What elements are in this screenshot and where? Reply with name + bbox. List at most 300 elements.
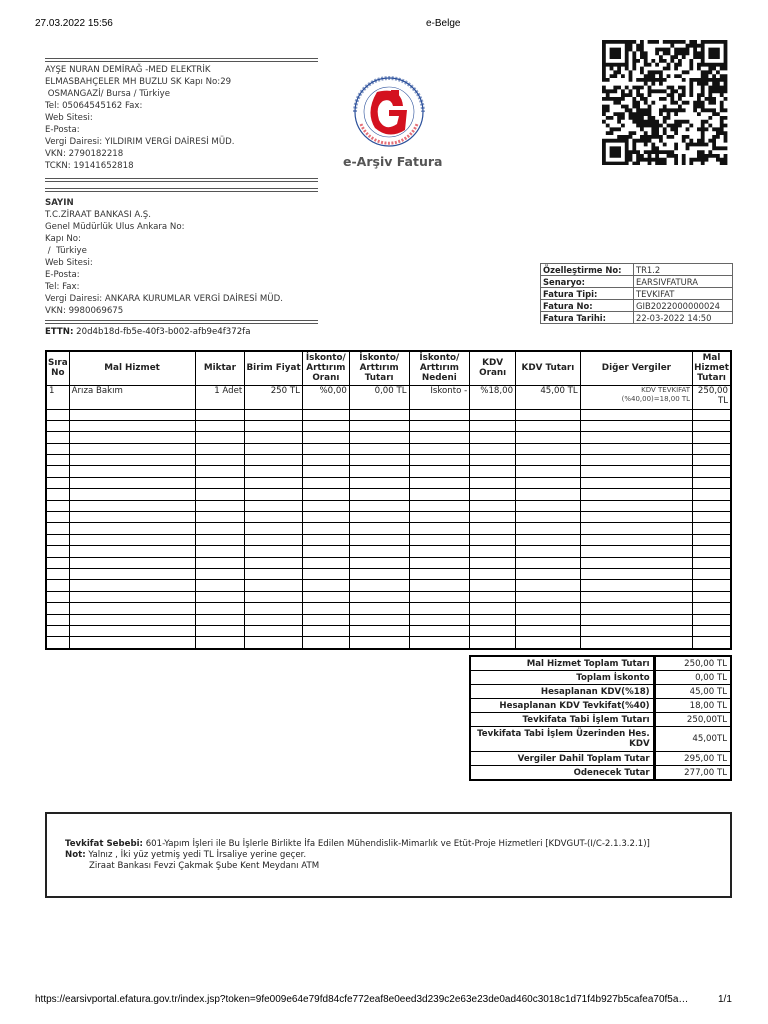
empty-table-row (46, 477, 731, 488)
empty-cell (69, 477, 195, 488)
empty-cell (245, 455, 303, 466)
empty-cell (516, 477, 581, 488)
empty-cell (580, 420, 692, 431)
empty-cell (302, 580, 349, 591)
empty-table-row (46, 580, 731, 591)
cell-iskonto-orani: %0,00 (302, 385, 349, 409)
toplam-line1: 250,00 (697, 385, 728, 396)
empty-cell (46, 625, 69, 636)
empty-cell (302, 625, 349, 636)
empty-cell (693, 591, 731, 602)
empty-cell (349, 580, 409, 591)
totals-row (470, 752, 731, 766)
empty-cell (245, 614, 303, 625)
empty-cell (516, 625, 581, 636)
empty-cell (302, 637, 349, 649)
empty-cell (470, 557, 516, 568)
buyer-bottom-rule (45, 320, 318, 324)
empty-cell (46, 443, 69, 454)
col-miktar: Miktar (195, 351, 245, 385)
empty-cell (349, 500, 409, 511)
empty-cell (195, 409, 245, 420)
empty-cell (693, 614, 731, 625)
empty-cell (195, 512, 245, 523)
empty-table-row (46, 614, 731, 625)
empty-cell (409, 591, 470, 602)
empty-table-row (46, 568, 731, 579)
notes-box (45, 812, 732, 898)
tevkifat-label: Tevkifat Sebebi: (65, 839, 143, 849)
empty-cell (693, 603, 731, 614)
info-label: Senaryo: (541, 276, 634, 288)
empty-cell (69, 580, 195, 591)
empty-cell (409, 625, 470, 636)
empty-cell (693, 557, 731, 568)
empty-cell (195, 568, 245, 579)
empty-cell (580, 523, 692, 534)
totals-value: 0,00 TL (654, 671, 731, 685)
empty-table-row (46, 534, 731, 545)
col-mal-hizmet: Mal Hizmet (69, 351, 195, 385)
buyer-name: T.C.ZİRAAT BANKASI A.Ş. (45, 210, 151, 220)
empty-cell (516, 614, 581, 625)
empty-cell (693, 534, 731, 545)
empty-cell (69, 637, 195, 649)
empty-cell (245, 489, 303, 500)
buyer-vkn: VKN: 9980069675 (45, 306, 124, 316)
empty-cell (580, 614, 692, 625)
empty-cell (580, 512, 692, 523)
empty-cell (302, 489, 349, 500)
buyer-tax-office: Vergi Dairesi: ANKARA KURUMLAR VERGİ DAİRESİ MÜD. (45, 294, 283, 304)
empty-cell (409, 557, 470, 568)
empty-cell (245, 580, 303, 591)
empty-cell (470, 443, 516, 454)
col-kdv-tutari: KDV Tutarı (516, 351, 581, 385)
empty-cell (516, 420, 581, 431)
empty-cell (245, 557, 303, 568)
empty-cell (409, 580, 470, 591)
empty-cell (349, 625, 409, 636)
empty-table-row (46, 637, 731, 649)
empty-cell (516, 591, 581, 602)
empty-table-row (46, 557, 731, 568)
empty-cell (46, 512, 69, 523)
totals-table (469, 655, 732, 781)
empty-cell (195, 489, 245, 500)
empty-cell (302, 500, 349, 511)
totals-row (470, 727, 731, 752)
empty-cell (693, 637, 731, 649)
empty-cell (470, 637, 516, 649)
cell-iskonto-tutari: 0,00 TL (349, 385, 409, 409)
empty-cell (195, 625, 245, 636)
cell-kdv-tutari: 45,00 TL (516, 385, 581, 409)
cell-iskonto-nedeni: İskonto - (409, 385, 470, 409)
empty-cell (580, 432, 692, 443)
diger-line1: KDV TEVKİFAT (641, 385, 691, 394)
empty-cell (69, 409, 195, 420)
totals-label: Odenecek Tutar (470, 766, 654, 781)
totals-value: 295,00 TL (654, 752, 731, 766)
empty-cell (302, 409, 349, 420)
buyer-address: Genel Müdürlük Ulus Ankara No: (45, 222, 185, 232)
info-row (541, 276, 733, 288)
empty-cell (470, 477, 516, 488)
empty-cell (693, 546, 731, 557)
empty-cell (69, 512, 195, 523)
empty-cell (46, 500, 69, 511)
empty-cell (245, 568, 303, 579)
empty-cell (302, 603, 349, 614)
col-kdv-orani: KDV Oranı (470, 351, 516, 385)
toplam-line2: TL (717, 395, 728, 406)
empty-cell (69, 443, 195, 454)
empty-cell (46, 455, 69, 466)
ettn-label: ETTN: (45, 327, 74, 337)
empty-cell (195, 523, 245, 534)
cell-sira: 1 (46, 385, 69, 409)
ettn-value: 20d4b18d-fb5e-40f3-b002-afb9e4f372fa (76, 327, 251, 337)
empty-cell (195, 534, 245, 545)
empty-table-row (46, 466, 731, 477)
empty-table-row (46, 432, 731, 443)
empty-cell (69, 466, 195, 477)
info-value: TEVKIFAT (634, 288, 733, 300)
empty-cell (516, 409, 581, 420)
empty-cell (245, 409, 303, 420)
empty-cell (693, 432, 731, 443)
empty-table-row (46, 489, 731, 500)
empty-cell (580, 409, 692, 420)
empty-table-row (46, 443, 731, 454)
empty-cell (349, 443, 409, 454)
empty-cell (349, 466, 409, 477)
empty-cell (302, 568, 349, 579)
buyer-web: Web Sitesi: (45, 258, 93, 268)
empty-cell (580, 603, 692, 614)
empty-cell (470, 614, 516, 625)
empty-cell (470, 534, 516, 545)
empty-cell (46, 523, 69, 534)
note-text: Yalnız , İki yüz yetmiş yedi TL İrsaliye yerine geçer. (85, 850, 307, 860)
empty-table-row (46, 500, 731, 511)
empty-cell (409, 500, 470, 511)
empty-cell (302, 614, 349, 625)
totals-row (470, 671, 731, 685)
empty-cell (580, 591, 692, 602)
empty-cell (46, 603, 69, 614)
empty-cell (516, 455, 581, 466)
empty-cell (349, 489, 409, 500)
empty-cell (302, 512, 349, 523)
col-iskonto-orani: İskonto/ Arttırım Oranı (302, 351, 349, 385)
empty-cell (409, 443, 470, 454)
diger-line2: (%40,00)=18,00 TL (621, 394, 691, 403)
empty-table-row (46, 625, 731, 636)
empty-cell (470, 500, 516, 511)
empty-table-row (46, 420, 731, 431)
empty-cell (580, 455, 692, 466)
empty-cell (693, 455, 731, 466)
totals-label: Hesaplanan KDV Tevkifat(%40) (470, 699, 654, 713)
buyer-email: E-Posta: (45, 270, 80, 280)
info-row (541, 288, 733, 300)
cell-kdv-orani: %18,00 (470, 385, 516, 409)
empty-table-row (46, 455, 731, 466)
totals-row (470, 656, 731, 671)
seller-top-rule (45, 58, 318, 62)
document-title: e-Arşiv Fatura (343, 154, 443, 169)
totals-row (470, 766, 731, 781)
empty-cell (245, 591, 303, 602)
empty-cell (302, 534, 349, 545)
note-line2: Ziraat Bankası Fevzi Çakmak Şube Kent Meydanı ATM (89, 861, 320, 871)
seller-address: ELMASBAHÇELER MH BUZLU SK Kapı No:29 (45, 77, 232, 87)
empty-cell (245, 477, 303, 488)
ettn-line (45, 327, 250, 337)
empty-cell (580, 489, 692, 500)
info-label: Fatura Tarihi: (541, 312, 634, 324)
empty-cell (69, 500, 195, 511)
empty-cell (302, 557, 349, 568)
empty-cell (245, 523, 303, 534)
empty-cell (69, 523, 195, 534)
empty-cell (580, 500, 692, 511)
empty-cell (470, 466, 516, 477)
totals-label: Hesaplanan KDV(%18) (470, 685, 654, 699)
empty-cell (516, 489, 581, 500)
empty-cell (245, 466, 303, 477)
empty-cell (470, 625, 516, 636)
empty-cell (516, 512, 581, 523)
empty-cell (46, 466, 69, 477)
empty-cell (302, 591, 349, 602)
empty-cell (580, 443, 692, 454)
empty-cell (409, 466, 470, 477)
empty-cell (302, 420, 349, 431)
empty-cell (409, 546, 470, 557)
empty-cell (195, 580, 245, 591)
empty-cell (409, 420, 470, 431)
empty-cell (349, 614, 409, 625)
empty-cell (349, 557, 409, 568)
print-page-title: e-Belge (426, 18, 461, 29)
empty-cell (516, 443, 581, 454)
empty-cell (409, 409, 470, 420)
seller-bottom-rule (45, 178, 318, 182)
empty-cell (693, 500, 731, 511)
totals-value: 250,00TL (654, 713, 731, 727)
print-url[interactable]: https://earsivportal.efatura.gov.tr/index.jsp?token=9fe009e64e79fd84cfe772eaf8e0eed3d239c2e63e23de0ad460c3018c1d71f4b927b5cafea70f5a… (35, 994, 689, 1005)
totals-row (470, 685, 731, 699)
empty-cell (302, 546, 349, 557)
empty-cell (516, 534, 581, 545)
empty-cell (516, 603, 581, 614)
empty-cell (302, 432, 349, 443)
empty-cell (302, 477, 349, 488)
empty-cell (302, 443, 349, 454)
empty-cell (69, 534, 195, 545)
empty-cell (693, 420, 731, 431)
empty-cell (470, 523, 516, 534)
empty-cell (580, 466, 692, 477)
buyer-top-rule (45, 188, 318, 192)
empty-cell (46, 534, 69, 545)
invoice-info-table (540, 263, 733, 324)
empty-cell (349, 477, 409, 488)
empty-cell (195, 420, 245, 431)
empty-table-row (46, 409, 731, 420)
info-value: 22-03-2022 14:50 (634, 312, 733, 324)
empty-cell (195, 557, 245, 568)
buyer-country: / Türkiye (45, 246, 87, 256)
empty-cell (245, 546, 303, 557)
empty-cell (349, 523, 409, 534)
empty-cell (349, 603, 409, 614)
empty-cell (580, 534, 692, 545)
totals-value: 18,00 TL (654, 699, 731, 713)
empty-cell (693, 489, 731, 500)
empty-cell (409, 568, 470, 579)
empty-cell (46, 432, 69, 443)
totals-value: 277,00 TL (654, 766, 731, 781)
totals-label: Tevkifata Tabi İşlem Tutarı (470, 713, 654, 727)
empty-cell (409, 432, 470, 443)
empty-cell (46, 557, 69, 568)
empty-cell (409, 477, 470, 488)
empty-cell (470, 580, 516, 591)
empty-cell (245, 443, 303, 454)
empty-cell (69, 432, 195, 443)
empty-cell (46, 580, 69, 591)
empty-cell (302, 523, 349, 534)
empty-table-row (46, 512, 731, 523)
empty-cell (245, 500, 303, 511)
empty-cell (516, 500, 581, 511)
totals-label: Mal Hizmet Toplam Tutarı (470, 656, 654, 671)
empty-cell (195, 477, 245, 488)
empty-cell (516, 637, 581, 649)
seller-tax-office: Vergi Dairesi: YILDIRIM VERGİ DAİRESİ MÜD. (45, 137, 235, 147)
empty-cell (46, 568, 69, 579)
empty-cell (409, 455, 470, 466)
empty-cell (470, 432, 516, 443)
empty-cell (349, 591, 409, 602)
empty-cell (470, 512, 516, 523)
empty-cell (69, 591, 195, 602)
empty-cell (349, 546, 409, 557)
print-page-number: 1/1 (718, 994, 732, 1005)
col-iskonto-nedeni: İskonto/ Arttırım Nedeni (409, 351, 470, 385)
empty-cell (470, 568, 516, 579)
empty-cell (516, 466, 581, 477)
seller-vkn: VKN: 2790182218 (45, 149, 124, 159)
empty-cell (302, 466, 349, 477)
empty-cell (46, 591, 69, 602)
seller-web: Web Sitesi: (45, 113, 93, 123)
empty-cell (693, 512, 731, 523)
totals-label: Vergiler Dahil Toplam Tutar (470, 752, 654, 766)
buyer-tel: Tel: Fax: (45, 282, 80, 292)
note-label: Not: (65, 850, 86, 860)
notes-content (65, 839, 650, 872)
empty-cell (470, 455, 516, 466)
empty-table-row (46, 546, 731, 557)
empty-cell (46, 409, 69, 420)
invoice-note (65, 850, 650, 861)
empty-cell (245, 603, 303, 614)
empty-cell (69, 420, 195, 431)
col-iskonto-tutari: İskonto/ Arttırım Tutarı (349, 351, 409, 385)
empty-cell (349, 409, 409, 420)
empty-cell (69, 625, 195, 636)
empty-cell (69, 546, 195, 557)
empty-cell (195, 466, 245, 477)
empty-cell (195, 614, 245, 625)
empty-cell (302, 455, 349, 466)
empty-cell (580, 637, 692, 649)
empty-cell (516, 546, 581, 557)
info-label: Özelleştirme No: (541, 264, 634, 276)
empty-cell (470, 420, 516, 431)
seller-tckn: TCKN: 19141652818 (45, 161, 134, 171)
empty-cell (349, 455, 409, 466)
empty-cell (195, 637, 245, 649)
empty-table-row (46, 603, 731, 614)
empty-cell (245, 420, 303, 431)
qr-code-icon (602, 40, 732, 165)
empty-cell (195, 432, 245, 443)
empty-cell (409, 603, 470, 614)
col-sira: Sıra No (46, 351, 69, 385)
info-row (541, 264, 733, 276)
empty-cell (349, 568, 409, 579)
empty-cell (245, 534, 303, 545)
empty-cell (69, 568, 195, 579)
empty-cell (195, 443, 245, 454)
empty-cell (349, 420, 409, 431)
totals-label: Toplam İskonto (470, 671, 654, 685)
empty-cell (693, 625, 731, 636)
totals-value: 45,00 TL (654, 685, 731, 699)
empty-cell (245, 625, 303, 636)
table-row (46, 385, 731, 409)
empty-cell (470, 603, 516, 614)
totals-row (470, 713, 731, 727)
empty-cell (516, 432, 581, 443)
gib-seal-icon (341, 72, 441, 150)
cell-toplam (693, 385, 731, 409)
empty-cell (516, 557, 581, 568)
empty-cell (195, 500, 245, 511)
cell-diger-vergiler (580, 385, 692, 409)
cell-miktar: 1 Adet (195, 385, 245, 409)
empty-cell (195, 455, 245, 466)
info-label: Fatura No: (541, 300, 634, 312)
empty-cell (245, 512, 303, 523)
empty-cell (349, 637, 409, 649)
empty-cell (693, 580, 731, 591)
cell-mal-hizmet: Arıza Bakım (69, 385, 195, 409)
empty-cell (69, 557, 195, 568)
empty-cell (516, 523, 581, 534)
empty-cell (46, 489, 69, 500)
info-label: Fatura Tipi: (541, 288, 634, 300)
totals-value: 250,00 TL (654, 656, 731, 671)
empty-cell (245, 637, 303, 649)
empty-table-row (46, 591, 731, 602)
